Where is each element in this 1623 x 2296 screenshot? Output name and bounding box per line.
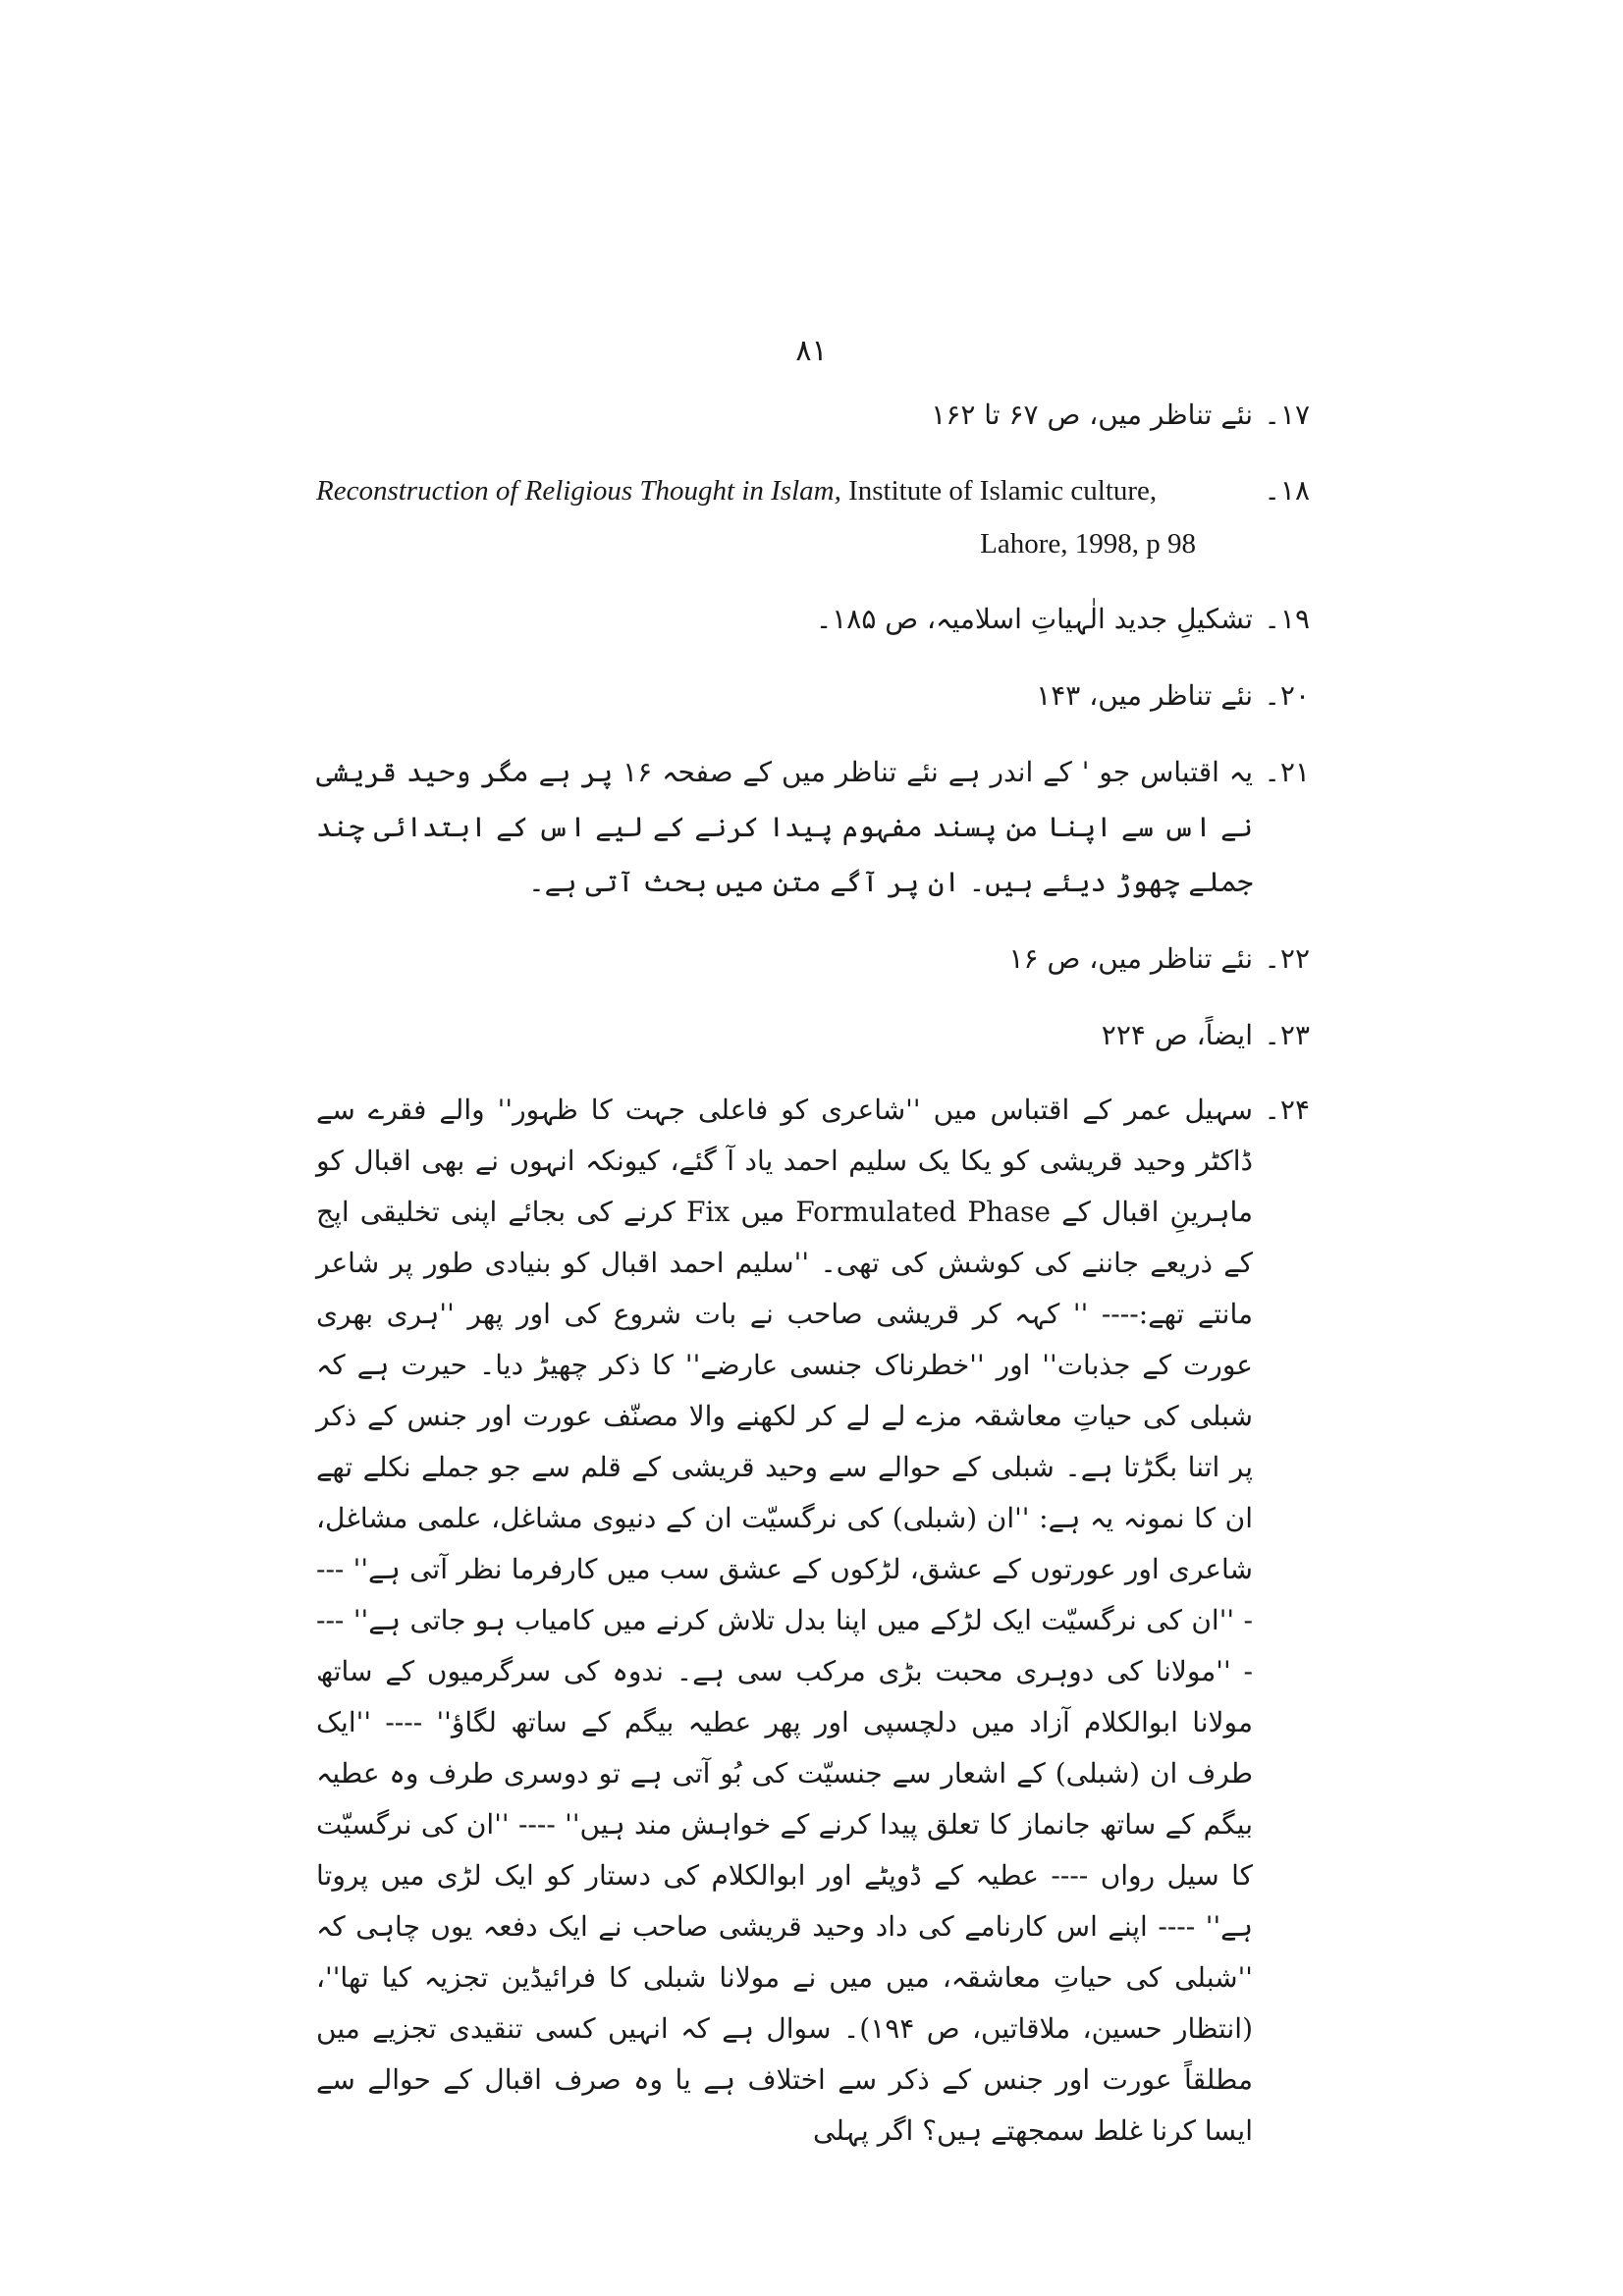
endnote-text — [316, 464, 1253, 570]
endnote-number: ۲۲۔ — [1264, 942, 1310, 975]
endnote-24 — [316, 1085, 1310, 2157]
endnote-number: ۱۹۔ — [1264, 603, 1310, 635]
endnote-text: نئے تناظر میں، ص ۶۷ تا ۱۶۲ — [931, 399, 1253, 431]
endnote-number: ۲۴۔ — [1264, 1094, 1310, 1126]
endnote-number: ۱۸۔ — [1264, 474, 1310, 507]
endnote-text: سہیل عمر کے اقتباس میں ''شاعری کو فاعلی جہت کا ظہور'' والے فقرے سے ڈاکٹر وحید قریشی کو یکا یک سلیم احمد یاد آ گئے، کیونکہ انہوں نے بھی اقبال کو ماہرینِ اقبال کے Formulated Phase میں Fix کرنے کی بجائے اپنی تخلیقی اپج کے ذریعے جاننے کی کوشش کی تھی۔ ''سلیم احمد اقبال کو بنیادی طور پر شاعر مانتے تھے:---- '' کہہ کر قریشی صاحب نے بات شروع کی اور پھر ''ہری بھری عورت کے جذبات'' اور ''خطرناک جنسی عارضے'' کا ذکر چھیڑ دیا۔ حیرت ہے کہ شبلی کی حیاتِ معاشقہ مزے لے لے کر لکھنے والا مصنّف عورت اور جنس کے ذکر پر اتنا بگڑتا ہے۔ شبلی کے حوالے سے وحید قریشی کے قلم سے جو جملے نکلے تھے ان کا نمونہ یہ ہے: ''ان (شبلی) کی نرگسیّت ان کے دنیوی مشاغل، علمی مشاغل، شاعری اور عورتوں کے عشق، لڑکوں کے عشق سب میں کارفرما نظر آتی ہے'' ---- ''ان کی نرگسیّت ایک لڑکے میں اپنا بدل تلاش کرنے میں کامیاب ہو جاتی ہے'' ---- ''مولانا کی دوہری محبت بڑی مرکب سی ہے۔ ندوہ کی سرگرمیوں کے ساتھ مولانا ابوالکلام آزاد میں دلچسپی اور پھر عطیہ بیگم کے ساتھ لگاؤ'' ---- ''ایک طرف ان (شبلی) کے اشعار سے جنسیّت کی بُو آتی ہے تو دوسری طرف وہ عطیہ بیگم کے ساتھ جانماز کا تعلق پیدا کرنے کے خواہش مند ہیں'' ---- ''ان کی نرگسیّت کا سیل رواں ---- عطیہ کے ڈوپٹے اور ابوالکلام کی دستار کو ایک لڑی میں پروتا ہے'' ---- اپنے اس کارنامے کی داد وحید قریشی صاحب نے ایک دفعہ یوں چاہی کہ ''شبلی کی حیاتِ معاشقہ، میں میں نے مولانا شبلی کا فرائیڈین تجزیہ کیا تھا''، (انتظار حسین، ملاقاتیں، ص ۱۹۴)۔ سوال ہے کہ انہیں کسی تنقیدی تجزیے میں مطلقاً عورت اور جنس کے ذکر سے اختلاف ہے یا وہ صرف اقبال کے حوالے سے ایسا کرنا غلط سمجھتے ہیں؟ اگر پہلی — [316, 1094, 1254, 2147]
publication-place: Lahore, 1998, p 98 — [980, 528, 1196, 560]
endnote-19 — [316, 592, 1310, 647]
publisher: Institute of Islamic culture, — [848, 475, 1158, 507]
endnote-23 — [316, 1008, 1310, 1063]
page-number: ۸۱ — [795, 334, 828, 368]
endnote-text: نئے تناظر میں، ص ۱۶ — [1008, 942, 1253, 975]
endnote-text: یہ اقتباس جو ' کے اندر ہے نئے تناظر میں کے صفحہ ۱۶ پر ہے مگر وحید قریشی نے اس سے اپنا من پسند مفہوم پیدا کرنے کے لیے اس کے ابتدائی چند جملے چھوڑ دیئے ہیں۔ ان پر آگے متن میں بحث آتی ہے۔ — [316, 756, 1253, 898]
endnote-number: ۱۷۔ — [1264, 399, 1310, 431]
endnote-number: ۲۱۔ — [1264, 756, 1310, 788]
endnote-number: ۲۰۔ — [1264, 679, 1310, 712]
endnote-text: تشکیلِ جدید الٰہیاتِ اسلامیہ، ص ۱۸۵۔ — [815, 603, 1253, 635]
endnote-number: ۲۳۔ — [1264, 1019, 1310, 1051]
endnote-21 — [316, 745, 1310, 910]
endnotes-list — [316, 388, 1310, 2178]
endnote-18 — [316, 464, 1310, 570]
endnote-17 — [316, 388, 1310, 443]
endnote-22 — [316, 932, 1310, 987]
endnote-text: نئے تناظر میں، ۱۴۳ — [1036, 679, 1253, 712]
book-title: Reconstruction of Religious Thought in Islam, — [316, 475, 841, 507]
endnote-text: ایضاً، ص ۲۲۴ — [1101, 1019, 1253, 1051]
endnote-20 — [316, 668, 1310, 723]
